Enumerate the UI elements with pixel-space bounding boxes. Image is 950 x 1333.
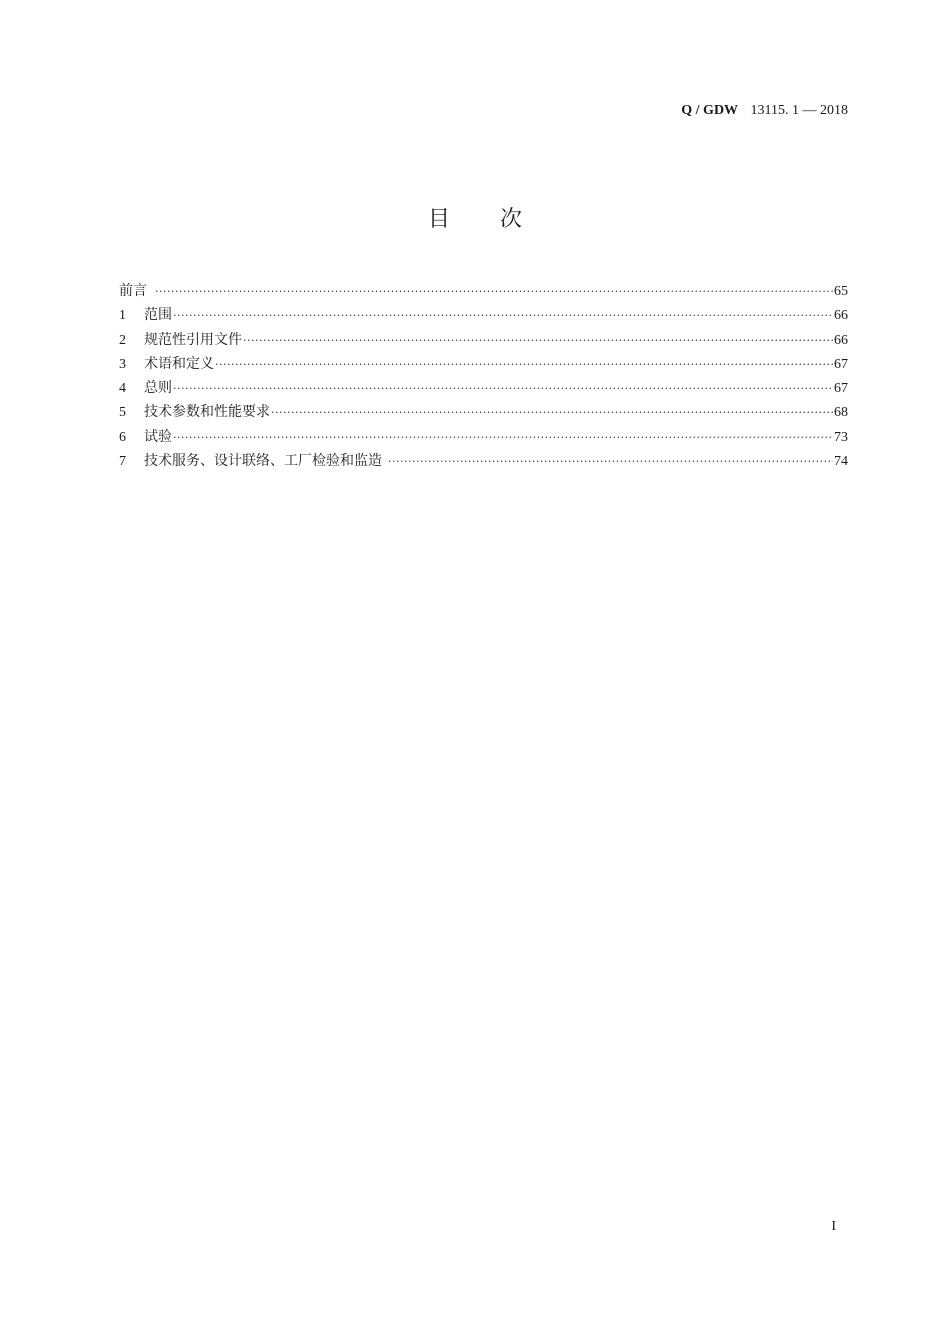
toc-entry-title: 试验 bbox=[144, 428, 172, 445]
toc-entry-normative-references[interactable] bbox=[119, 328, 848, 352]
toc-entry-tests[interactable] bbox=[119, 425, 848, 449]
standard-code bbox=[681, 102, 848, 119]
toc-entry-section: 5 bbox=[119, 405, 126, 421]
toc-entry-title: 规范性引用文件 bbox=[144, 331, 242, 348]
toc-entry-page: 65 bbox=[834, 284, 848, 299]
toc-entry-preface[interactable] bbox=[119, 279, 848, 303]
toc-entry-section: 6 bbox=[119, 429, 126, 445]
toc-entry-section: 1 bbox=[119, 308, 126, 324]
toc-entry-scope[interactable] bbox=[119, 303, 848, 327]
toc-entry-page: 66 bbox=[834, 332, 848, 348]
toc-entry-section: 3 bbox=[119, 356, 126, 372]
dot-leader bbox=[215, 353, 833, 377]
toc-entry-page: 73 bbox=[834, 429, 848, 445]
toc-entry-page: 74 bbox=[834, 454, 848, 470]
dot-leader bbox=[271, 401, 833, 425]
toc-entry-section: 4 bbox=[119, 381, 126, 397]
toc-entry-technical-parameters[interactable] bbox=[119, 400, 848, 424]
toc-entry-title: 技术参数和性能要求 bbox=[144, 404, 270, 421]
toc-entry-title: 术语和定义 bbox=[144, 355, 214, 372]
toc-entry-page: 66 bbox=[834, 308, 848, 324]
toc-entry-title: 前言 bbox=[119, 283, 147, 299]
toc-heading-right: 次 bbox=[500, 207, 523, 232]
dot-leader bbox=[155, 280, 833, 304]
toc-entry-technical-services[interactable] bbox=[119, 449, 848, 473]
toc-entry-page: 68 bbox=[834, 405, 848, 421]
dot-leader bbox=[243, 329, 833, 353]
toc-entry-general[interactable] bbox=[119, 376, 848, 400]
toc-entry-terms-definitions[interactable] bbox=[119, 352, 848, 376]
toc-entry-page: 67 bbox=[834, 356, 848, 372]
toc-heading-left: 目 bbox=[427, 207, 450, 232]
toc-entry-title: 范围 bbox=[144, 307, 172, 324]
standard-prefix: Q / GDW bbox=[681, 103, 739, 118]
toc-entry-section: 7 bbox=[119, 454, 126, 470]
toc-entry-title: 技术服务、设计联络、工厂检验和监造 bbox=[144, 453, 382, 470]
standard-number: 13115. 1 — 2018 bbox=[750, 103, 848, 118]
toc-heading bbox=[0, 202, 950, 233]
dot-leader bbox=[173, 377, 833, 401]
dot-leader bbox=[173, 304, 833, 328]
dot-leader bbox=[388, 450, 833, 474]
toc-entry-page: 67 bbox=[834, 381, 848, 397]
toc-entry-title: 总则 bbox=[144, 380, 172, 397]
page-number: I bbox=[831, 1219, 836, 1234]
toc-entry-section: 2 bbox=[119, 332, 126, 348]
table-of-contents bbox=[119, 279, 848, 473]
dot-leader bbox=[173, 426, 833, 450]
